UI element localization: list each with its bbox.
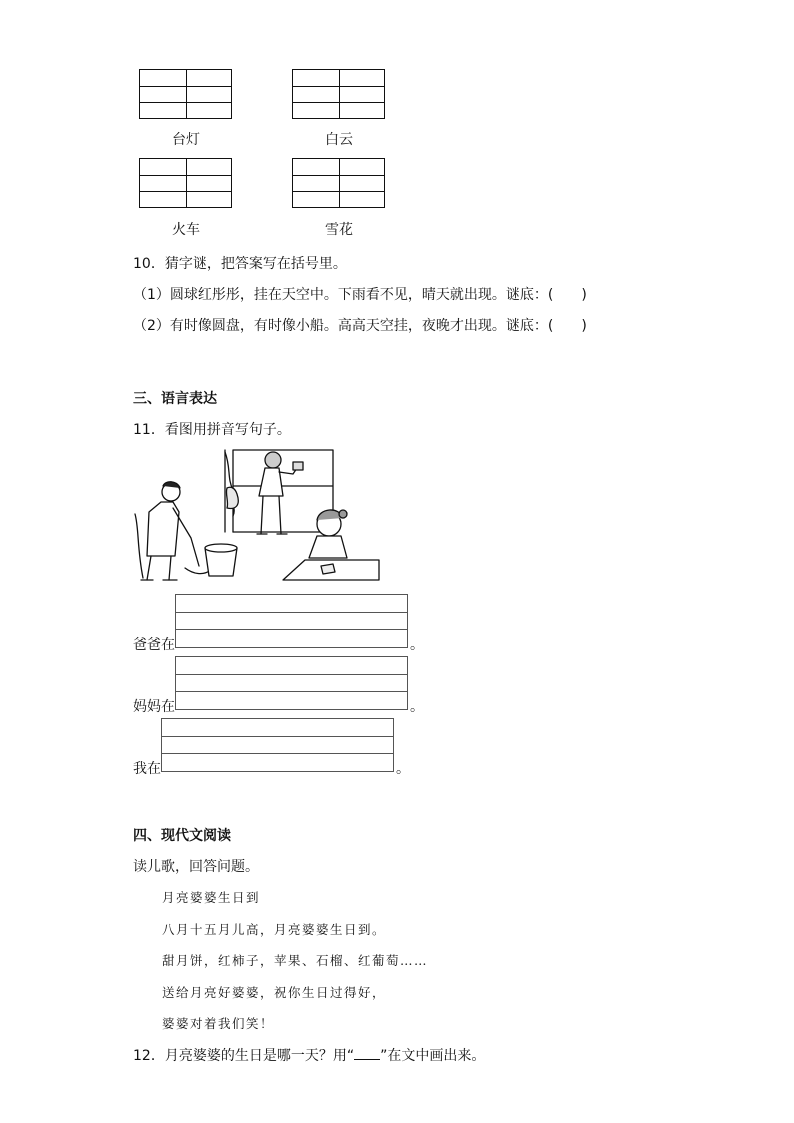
q10-item-1: （1）圆球红彤彤，挂在天空中。下雨看不见，晴天就出现。谜底：( ) xyxy=(133,287,587,303)
poem-title: 月亮婆婆生日到 xyxy=(162,890,261,905)
pinyin-grid-3[interactable] xyxy=(139,158,232,208)
reading-intro: 读儿歌，回答问题。 xyxy=(133,859,259,875)
pinyin-grid-2[interactable] xyxy=(292,69,385,119)
q11-prefix-father: 爸爸在 xyxy=(133,637,175,653)
q11-answer-father[interactable] xyxy=(175,594,408,648)
pinyin-grid-1[interactable] xyxy=(139,69,232,119)
q12-text-before: 12．月亮婆婆的生日是哪一天？用“ xyxy=(133,1048,355,1064)
poem-line-4: 婆婆对着我们笑！ xyxy=(162,1016,275,1031)
q11-answer-mother[interactable] xyxy=(175,656,408,710)
q11-answer-me[interactable] xyxy=(161,718,394,772)
q12-underline-mark xyxy=(354,1045,380,1060)
section4-title: 四、现代文阅读 xyxy=(133,828,231,844)
q11-stem: 11．看图用拼音写句子。 xyxy=(133,422,291,438)
q12-stem xyxy=(133,1045,485,1066)
q10-stem: 10．猜字谜，把答案写在括号里。 xyxy=(133,256,347,272)
pinyin-caption-3: 火车 xyxy=(172,222,200,238)
q10-item-2: （2）有时像圆盘，有时像小船。高高天空挂，夜晚才出现。谜底：( ) xyxy=(133,318,587,334)
pinyin-caption-2: 白云 xyxy=(325,132,353,148)
family-chores-illustration xyxy=(133,448,383,588)
poem-line-1: 八月十五月儿高，月亮婆婆生日到。 xyxy=(162,922,387,937)
q11-suffix-mother: 。 xyxy=(410,699,424,715)
pinyin-grid-4[interactable] xyxy=(292,158,385,208)
q11-suffix-father: 。 xyxy=(410,637,424,653)
poem-line-2: 甜月饼，红柿子，苹果、石榴、红葡萄…… xyxy=(162,953,429,968)
q12-text-after: ”在文中画出来。 xyxy=(380,1048,486,1064)
pinyin-caption-1: 台灯 xyxy=(172,132,200,148)
q11-prefix-me: 我在 xyxy=(133,761,161,777)
q11-suffix-me: 。 xyxy=(396,761,410,777)
pinyin-caption-4: 雪花 xyxy=(325,222,353,238)
poem-line-3: 送给月亮好婆婆，祝你生日过得好， xyxy=(162,985,387,1000)
q11-prefix-mother: 妈妈在 xyxy=(133,699,175,715)
section3-title: 三、语言表达 xyxy=(133,391,217,407)
